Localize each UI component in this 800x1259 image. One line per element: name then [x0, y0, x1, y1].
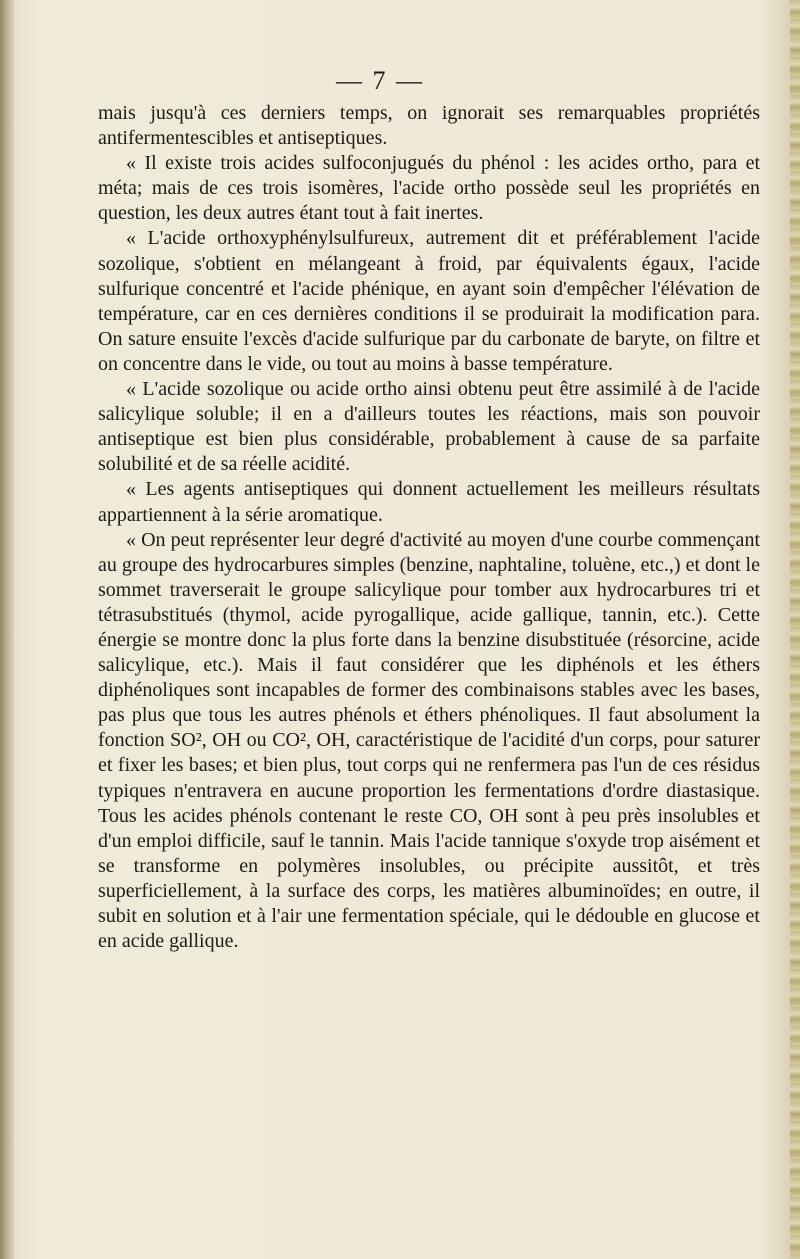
paragraph-3: « L'acide orthoxyphénylsulfureux, autrement dit et préférablement l'acide sozolique, s'obtient en mélangeant à froid, par équivalents égaux, l'acide sulfurique concentré et l'acide phénique, en ayant soin d'empêcher l'élévation de température, car en ces dernières conditions il se produirait la modification para. On sature ensuite l'excès d'acide sulfurique par du carbonate de baryte, on filtre et on concentre dans le vide, ou tout au moins à basse température.	[98, 227, 760, 375]
page-edge	[790, 0, 800, 1259]
paragraph-4: « L'acide sozolique ou acide ortho ainsi obtenu peut être assimilé à de l'acide salicylique soluble; il en a d'ailleurs toutes les réactions, mais son pouvoir antiseptique est bien plus considérable, probablement à cause de sa parfaite solubilité et de sa réelle acidité.	[98, 378, 760, 476]
page-number: — 7 —	[336, 66, 424, 95]
paragraph-1: mais jusqu'à ces derniers temps, on ignorait ses remarquables propriétés antifermentescibles et antiseptiques.	[98, 102, 760, 150]
book-gutter-shadow	[0, 0, 14, 1259]
paragraph-5: « Les agents antiseptiques qui donnent actuellement les meilleurs résultats appartiennent à la série aromatique.	[98, 478, 760, 526]
paragraph-6: « On peut représenter leur degré d'activité au moyen d'une courbe commençant au groupe des hydrocarbures simples (benzine, naphtaline, toluène, etc.,) et dont le sommet traverserait le groupe salicylique pour tomber aux hydrocarbures tri et tétrasubstitués (thymol, acide pyrogallique, acide gallique, tannin, etc.). Cette énergie se montre donc la plus forte dans la benzine disubstituée (résorcine, acide salicylique, etc.). Mais il faut considérer que les diphénols et les éthers diphénoliques sont incapables de former des combinaisons stables avec les bases, pas plus que tous les autres phénols et éthers phénoliques. Il faut absolument la fonction SO², OH ou CO², OH, caractéristique de l'acidité d'un corps, pour saturer et fixer les bases; et bien plus, tout corps qui ne renfermera pas l'un de ces résidus typiques n'entravera en aucune proportion les fermentations d'ordre diastasique. Tous les acides phénols contenant le reste CO, OH sont à peu près insolubles et d'un emploi difficile, sauf le tannin. Mais l'acide tannique s'oxyde trop aisément et se transforme en polymères insolubles, ou précipite aussitôt, et très superficiellement, à la surface des corps, les matières albuminoïdes; en outre, il subit en solution et à l'air une fermentation spéciale, qui le dédouble en glucose et en acide gallique.	[98, 528, 760, 953]
paragraph-2: « Il existe trois acides sulfoconjugués du phénol : les acides ortho, para et méta; mais de ces trois isomères, l'acide ortho possède seul les propriétés en question, les deux autres étant tout à fait inertes.	[98, 152, 760, 225]
body-text	[98, 101, 760, 954]
